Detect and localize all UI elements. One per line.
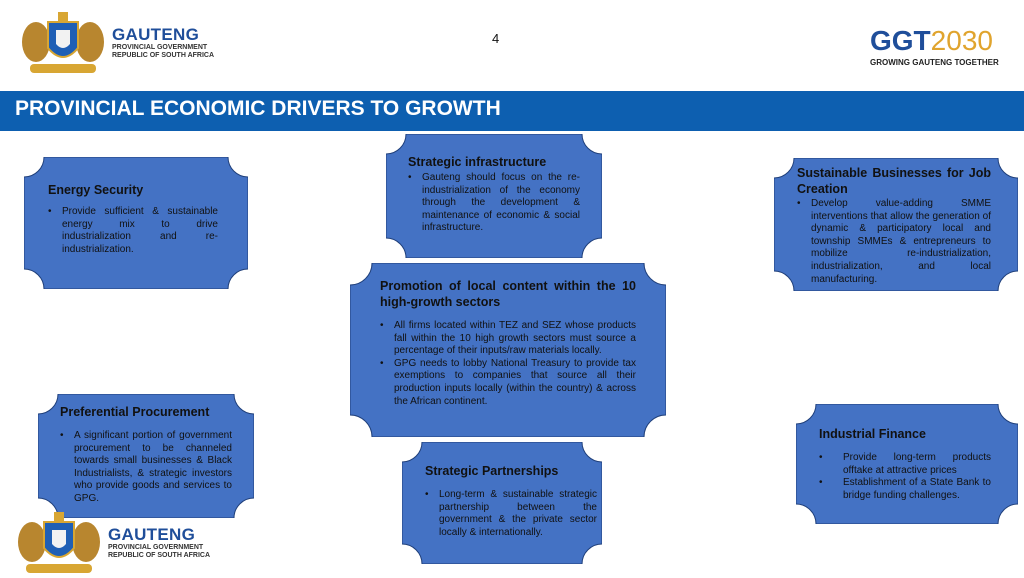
ggt-tagline: GROWING GAUTENG TOGETHER (870, 58, 999, 67)
provincial-government-label: PROVINCIAL GOVERNMENT (112, 44, 208, 51)
page-title: PROVINCIAL ECONOMIC DRIVERS TO GROWTH (15, 97, 501, 120)
strategic-infrastructure-title: Strategic infrastructure (408, 155, 547, 169)
energy-security-card (24, 157, 248, 289)
strategic-partnerships-title: Strategic Partnerships (425, 464, 559, 478)
preferential-procurement-card (38, 394, 254, 518)
local-content-item: • GPG needs to lobby National Treasury to provide tax exemptions to companies that source all their production inputs locally (within the country) & across the African continent. (380, 358, 636, 408)
gauteng-logo-top (18, 8, 214, 78)
industrial-finance-card (796, 404, 1018, 524)
industrial-finance-item: • Provide long-term products offtake at attractive prices (819, 452, 991, 477)
provincial-government-label: PROVINCIAL GOVERNMENT (108, 544, 204, 551)
ggt-text: GGT (870, 25, 931, 56)
preferential-procurement-item: • A significant portion of government procurement to be channeled towards small businesses & Black Industrialists, & strategic investors who provide goods and services to GPG. (60, 430, 232, 506)
preferential-procurement-title: Preferential Procurement (60, 405, 210, 419)
coat-of-arms-icon (18, 8, 108, 78)
gauteng-name: GAUTENG (108, 525, 196, 544)
local-content-card (350, 263, 666, 437)
sustainable-businesses-card (774, 158, 1018, 291)
gauteng-name: GAUTENG (112, 25, 200, 44)
republic-label: REPUBLIC OF SOUTH AFRICA (112, 52, 215, 59)
sustainable-businesses-title: Sustainable Businesses for Job Creation (797, 166, 991, 196)
industrial-finance-item: • Establishment of a State Bank to bridge funding challenges. (819, 477, 991, 502)
energy-security-title: Energy Security (48, 183, 144, 197)
ggt-year: 2030 (930, 25, 993, 56)
sustainable-businesses-item: • Develop value-adding SMME interventions that allow the generation of dynamic & participatory local and township SMMEs & entrepreneurs to mobilize re-industrialization, industrialization, and local manufacturing. (797, 198, 991, 286)
strategic-partnerships-item: • Long-term & sustainable strategic partnership between the government & the private sector locally & internationally. (425, 489, 597, 539)
coat-of-arms-icon (14, 508, 104, 578)
strategic-partnerships-card (402, 442, 602, 564)
republic-label: REPUBLIC OF SOUTH AFRICA (108, 552, 211, 559)
ggt2030-logo (870, 26, 1010, 67)
strategic-infrastructure-card (386, 134, 602, 258)
local-content-title: Promotion of local content within the 10 high-growth sectors (380, 279, 636, 309)
energy-security-item: • Provide sufficient & sustainable energy mix to drive industrialization and re-industrialization. (48, 206, 218, 256)
title-banner (0, 91, 1024, 131)
gauteng-logo-bottom (14, 508, 210, 578)
industrial-finance-title: Industrial Finance (819, 427, 926, 441)
strategic-infrastructure-item: • Gauteng should focus on the re-industrialization of the economy through the development & maintenance of economic & social infrastructure. (408, 172, 580, 235)
local-content-item: • All firms located within TEZ and SEZ whose products fall within the 10 high growth sectors must source a percentage of their inputs/raw materials locally. (380, 320, 636, 358)
page-number: 4 (492, 31, 500, 46)
